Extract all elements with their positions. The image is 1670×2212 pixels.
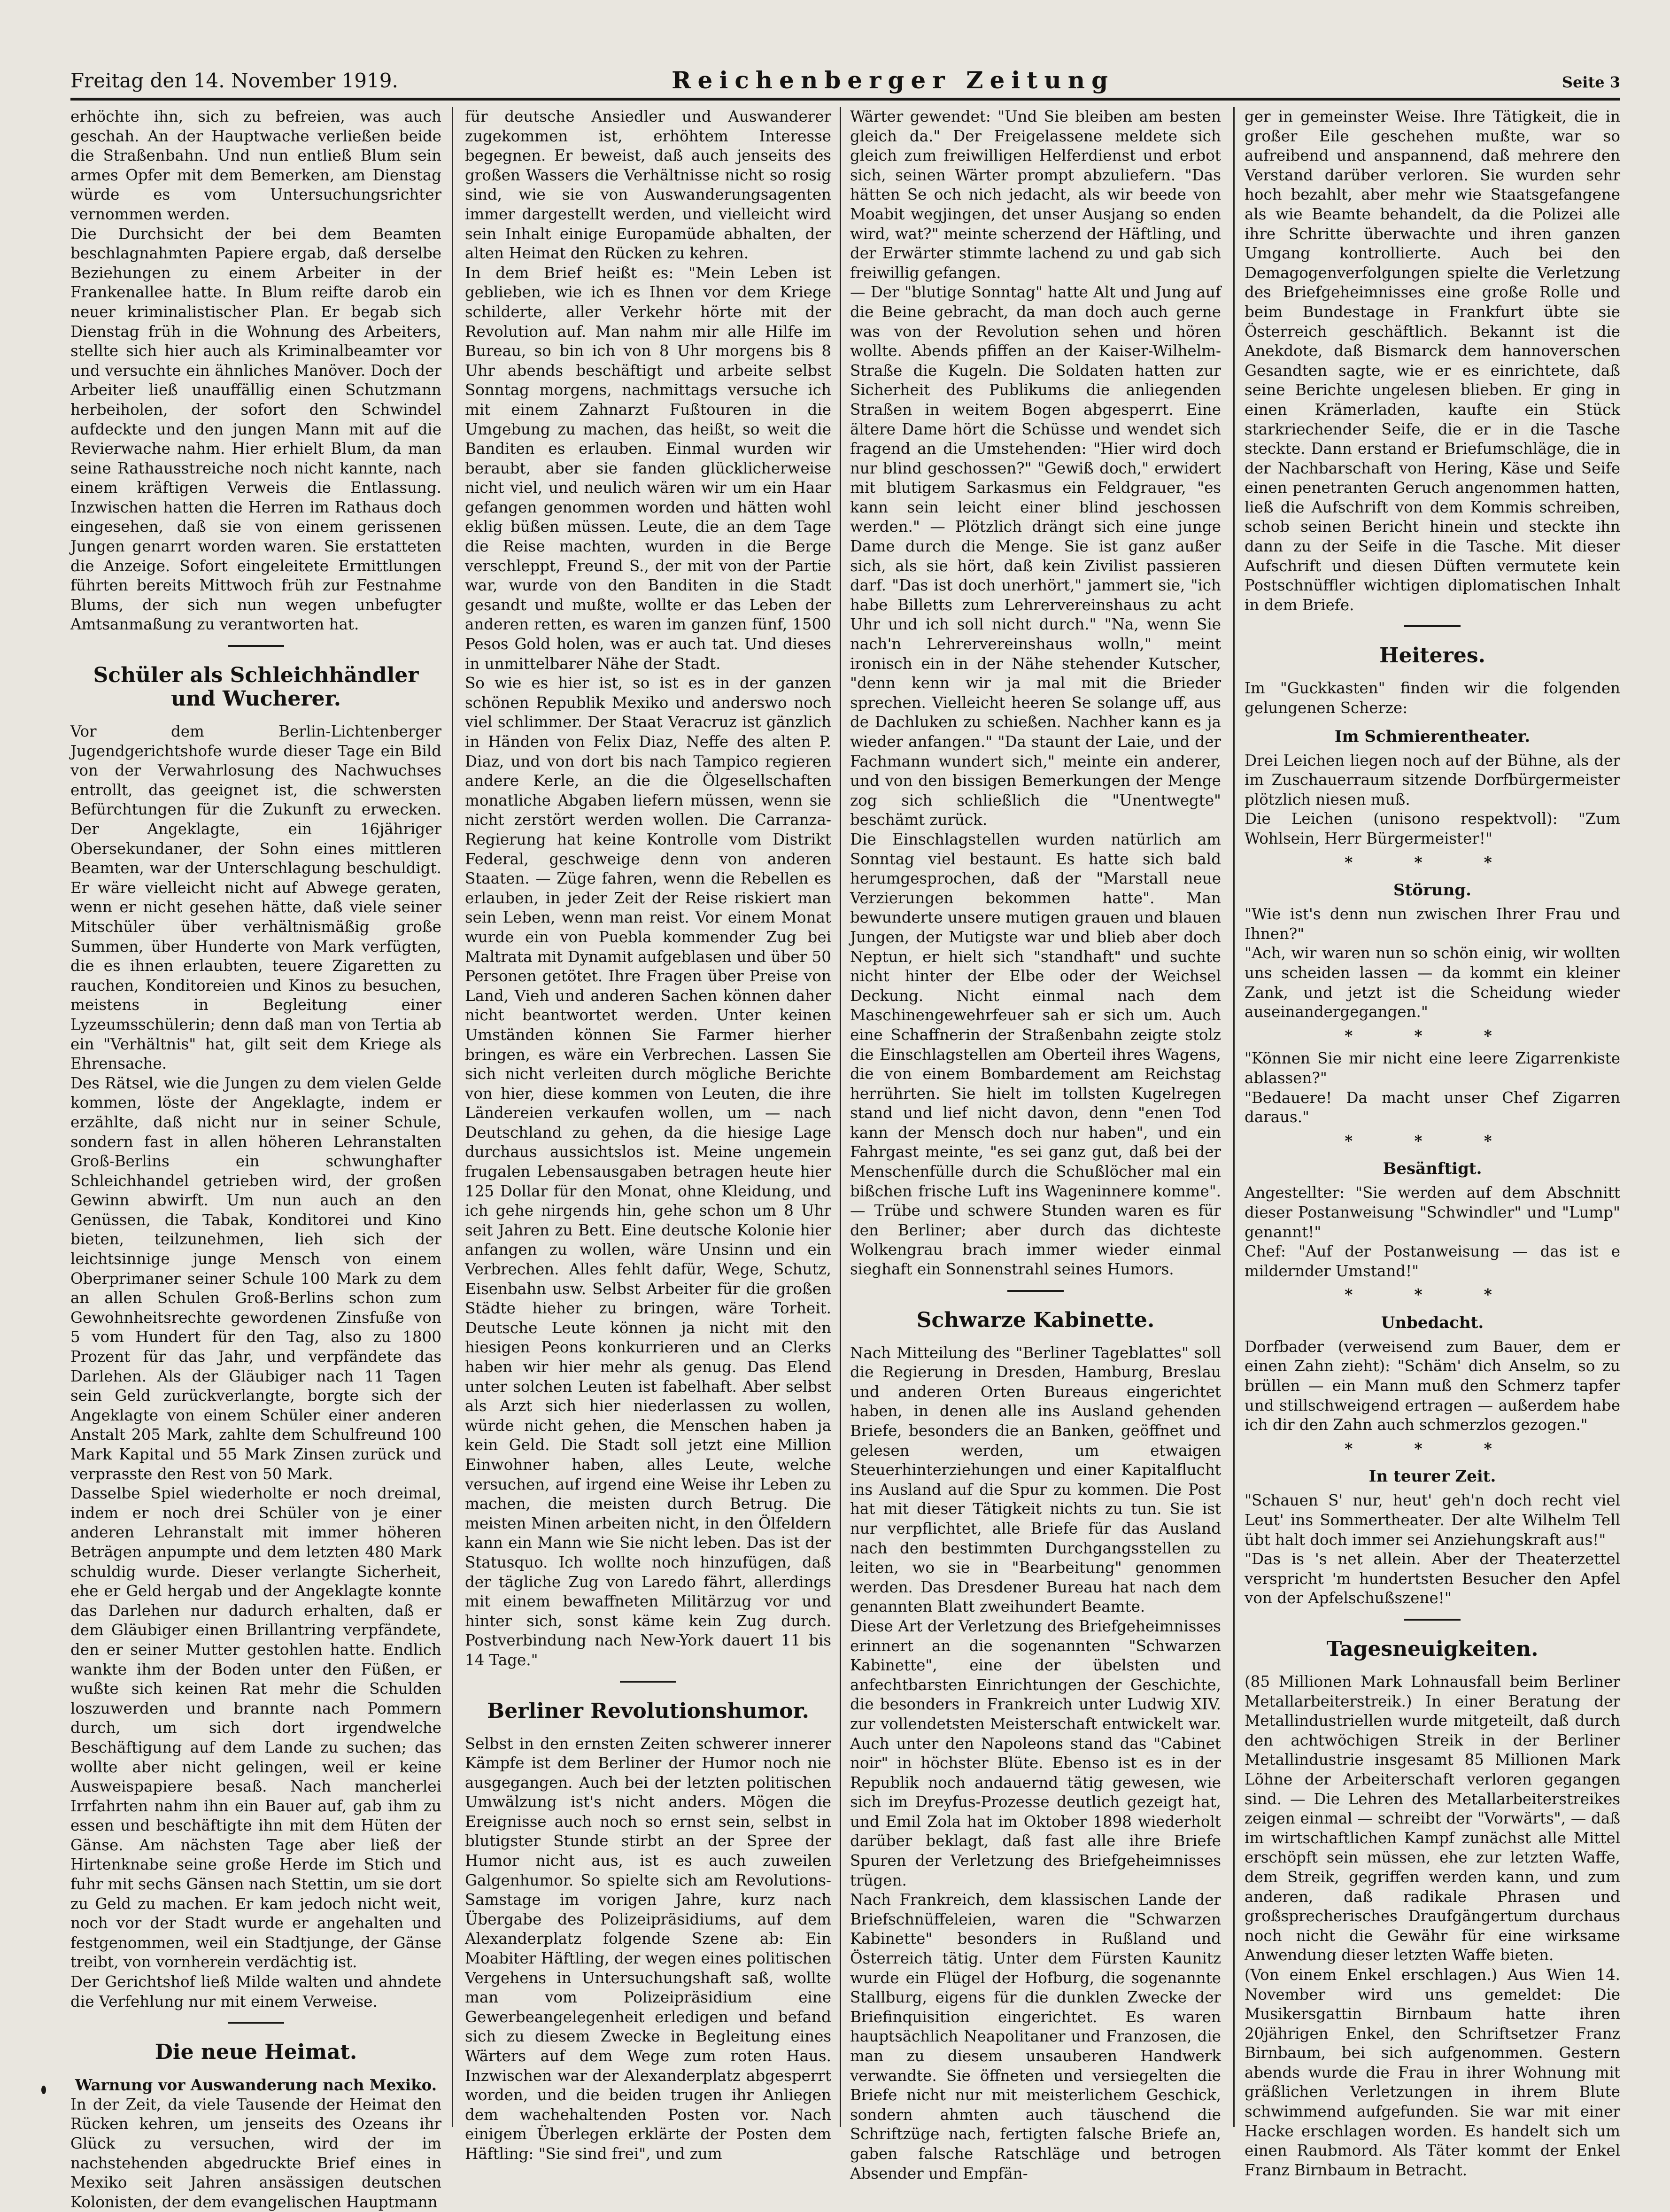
section-separator — [1007, 1290, 1064, 1292]
article-paragraph: So wie es hier ist, so ist es in der ganzen schönen Republik Mexiko und anderswo noch viel schlimmer. Der Staat Veracruz ist gänzlich in Händen von Felix Diaz, Neffe des alten P. Diaz, und von dort bis nach Tampico regieren andere Kerle, an die die Ölgesellschaften monatliche Abgaben liefern müssen, wenn sie nicht zerstört werden wollen. Die Carranza-Regierung hat keine Kontrolle vom Distrikt Federal, geschweige denn von anderen Staaten. — Züge fahren, wenn die Rebellen es erlauben, in jeder Zeit der Reise riskiert man sein Leben, wenn man reist. Vor einem Monat wurde ein von Puebla kommender Zug bei Maltrata mit Dynamit aufgeblasen und über 50 Personen getötet. Ihre Fragen über Preise von Land, Vieh und anderen Sachen können daher nicht beantwortet werden. Unter keinen Umständen können Sie Farmer hierher bringen, es wäre ein Verbrechen. Lassen Sie sich nicht verleiten durch mögliche Berichte von hier, diese kommen von Leuten, die ihre Ländereien verkaufen wollen, um — nach Deutschland zu gehen, da die hiesige Lage durchaus aussichtslos ist. Meine ungemein frugalen Lebensausgaben betragen heute hier 125 Dollar für den Monat, ohne Kleidung, und ich gehe nirgends hin, gehe schon um 8 Uhr seit Jahren zu Bett. Eine deutsche Kolonie hier anfangen zu wollen, wäre Unsinn und ein Verbrechen. Alles fehlt dafür, Wege, Schutz, Eisenbahn usw. Selbst Arbeiter für die großen Städte hieher zu bringen, wäre Torheit. Deutsche Leute können ja nicht mit den hiesigen Peons konkurrieren und an Clerks haben wir hier mehr als genug. Das Elend unter solchen Leuten ist fabelhaft. Aber selbst als Arzt sich hier niederlassen zu wollen, würde nicht gehen, die Menschen haben ja kein Geld. Die Stadt soll jetzt eine Million Einwohner haben, alles Leute, welche versuchen, auf irgend eine Weise ihr Leben zu machen, die meisten durch Betrug. Die meisten Minen arbeiten nicht, in den Ölfeldern kann ein Mann wie Sie nicht leben. Das ist der Statusquo. Ich wollte noch hinzufügen, daß der tägliche Zug von Laredo fährt, allerdings mit einem bewaffneten Militärzug vor und hinter sich, sonst käme kein Zug durch. Postverbindung nach New-York dauert 11 bis 14 Tage." — [465, 674, 831, 1669]
article-paragraph: (85 Millionen Mark Lohnausfall beim Berliner Metallarbeiterstreik.) In einer Beratung der Metallindustriellen wurde mitgeteilt, daß durch den achtwöchigen Streik in der Berliner Metallindustrie insgesamt 85 Millionen Mark Löhne der Arbeiterschaft verloren gegangen sind. — Die Lehren des Metallarbeiterstreikes zeigen einmal — schreibt der "Vorwärts", — daß im wirtschaftlichen Kampf zunächst alle Mittel erschöpft sein müssen, ehe zur letzten Waffe, dem Streik, gegriffen werden kann, und zum anderen, daß radikale Phrasen und großsprecherisches Draufgängertum durchaus noch nicht die Gewähr für eine wirksame Anwendung dieser letzten Waffe bieten. — [1245, 1673, 1620, 1964]
star-separator: * * * — [1345, 1026, 1520, 1045]
article-paragraph: Die Einschlagstellen wurden natürlich am Sonntag viel bestaunt. Es hatte sich bald herumgesprochen, daß der "Marstall neue Verzierungen bekommen hatte". Man bewunderte unsere mutigen grauen und blauen Jungen, der Mutigste war und blieb aber doch Neptun, er hielt sich "standhaft" und suchte nicht hinter der Elbe oder der Weichsel Deckung. Nicht einmal nach dem Maschinengewehrfeuer sah er sich um. Auch eine Schaffnerin der Straßenbahn zeigte stolz die Einschlagstellen am Oberteil ihres Wagens, die von einem Bombardement am Reichstag herrührten. Sie hielt im tollsten Kugelregen stand und lief nicht davon, denn "enen Tod kann der Mensch doch nur haben", und ein Fahrgast meinte, "es sei ganz gut, daß bei der Menschenfülle durch die Schußlöcher mal ein bißchen frische Luft ins Wageninnere komme". — Trübe und schwere Stunden waren es für den Berliner; aber durch das dichteste Wolkengrau brach immer wieder einmal sieghaft ein Sonnenstrahl seines Humors. — [850, 830, 1221, 1279]
star-separator: * * * — [1345, 853, 1520, 871]
article-paragraph: In der Zeit, da viele Tausende der Heimat den Rücken kehren, um jenseits des Ozeans ihr Glück zu versuchen, wird der im nachstehenden abgedruckte Brief eines in Mexiko seit Jahren ansässigen deutschen Kolonisten, der dem evangelischen Hauptmann — [70, 2095, 441, 2211]
column-divider — [452, 107, 453, 2127]
article-paragraph: "Können Sie mir nicht eine leere Zigarrenkiste ablassen?" — [1245, 1049, 1620, 1087]
section-separator — [228, 2022, 284, 2024]
column-3 — [850, 107, 1221, 2182]
article-paragraph: Der Gerichtshof ließ Milde walten und ahndete die Verfehlung nur mit einem Verweise. — [70, 1973, 441, 2010]
article-paragraph: für deutsche Ansiedler und Auswanderer zugekommen ist, erhöhtem Interesse begegnen. Er beweist, daß auch jenseits des großen Wassers die Verhältnisse nicht so rosig sind, wie sie von Auswanderungsagenten immer dargestellt werden, und vielleicht wird sein Inhalt einige Europamüde abhalten, der alten Heimat den Rücken zu kehren. — [465, 108, 831, 263]
joke-heading: Besänftigt. — [1383, 1159, 1482, 1179]
article-headline: Heiteres. — [1379, 644, 1485, 668]
article-paragraph: Chef: "Auf der Postanweisung — das ist e mildernder Umstand!" — [1245, 1242, 1620, 1280]
article-paragraph: Des Rätsel, wie die Jungen zu dem vielen Gelde kommen, löste der Angeklagte, indem er erzählte, daß nicht nur in seiner Schule, sondern fast in allen höheren Lehranstalten Groß-Berlins ein schwunghafter Schleichhandel getrieben wird, der großen Gewinn abwirft. Um nun auch an den Genüssen, die Tabak, Konditorei und Kino bieten, teilzunehmen, lieh sich der leichtsinnige junge Mensch von einem Oberprimaner seiner Schule 100 Mark zu dem an allen Schulen Groß-Berlins schon zum Gewohnheitsrechte gewordenen Zinsfuße von 5 vom Hundert für den Tag, also zu 1800 Prozent für das Jahr, und verpfändete das Darlehen. Als der Gläubiger nach 11 Tagen sein Geld zurückverlangte, borgte sich der Angeklagte von einem Schüler einer anderen Anstalt 205 Mark, zahlte dem Schulfreund 100 Mark Kapital und 55 Mark Zinsen zurück und verprasste den Rest von 50 Mark. — [70, 1074, 441, 1483]
article-headline: Berliner Revolutionshumor. — [487, 1699, 809, 1723]
header-rule — [70, 98, 1620, 101]
column-divider — [1233, 107, 1235, 2127]
section-separator — [1404, 1619, 1461, 1621]
article-paragraph: Im "Guckkasten" finden wir die folgenden gelungenen Scherze: — [1245, 679, 1620, 717]
star-separator: * * * — [1345, 1439, 1520, 1458]
article-paragraph: Selbst in den ernsten Zeiten schwerer innerer Kämpfe ist dem Berliner der Humor noch nie ausgegangen. Auch bei der letzten politischen Umwälzung ist's nicht anders. Mögen die Ereignisse auch noch so ernst sein, selbst in blutigster Stunde stirbt an der Spree der Humor nicht aus, ist es auch zuweilen Galgenhumor. So spielte sich am Revolutions-Samstage im vorigen Jahre, kurz nach Übergabe des Polizeipräsidiums, auf dem Alexanderplatz folgende Szene ab: Ein Moabiter Häftling, der wegen eines politischen Vergehens in Untersuchungshaft saß, wollte man vom Polizeipräsidium eine Gewerbeangelegenheit erledigen und befand sich zu diesem Zwecke in Begleitung eines Wärters auf dem Wege zum roten Haus. Inzwischen war der Alexanderplatz abgesperrt worden, und die beiden trugen ihr Anliegen dem wachehaltenden Posten vor. Nach einigem Überlegen erklärte der Posten dem Häftling: "Sie sind frei", und zum — [465, 1734, 831, 2163]
article-paragraph: Vor dem Berlin-Lichtenberger Jugendgerichtshofe wurde dieser Tage ein Bild von der Verwahrlosung des Nachwuchses entrollt, das geeignet ist, die schwersten Befürchtungen für die Zukunft zu erwecken. Der Angeklagte, ein 16jähriger Obersekundaner, der Sohn eines mittleren Beamten, war der Unterschlagung beschuldigt. Er wäre vielleicht nicht auf Abwege geraten, wenn er nicht gesehen hätte, daß viele seiner Mitschüler über verhältnismäßig große Summen, über Hunderte von Mark verfügten, die es ihnen erlaubten, teuere Zigaretten zu rauchen, Konditoreien und Kinos zu besuchen, meistens in Begleitung einer Lyzeumsschülerin; denn daß man von Tertia ab ein "Verhältnis" hat, gilt seit dem Kriege als Ehrensache. — [70, 722, 441, 1073]
section-separator — [228, 645, 284, 647]
article-paragraph: Diese Art der Verletzung des Briefgeheimnisses erinnert an die sogenannten "Schwarzen Kabinette", eine der übelsten und anfechtbarsten Einrichtungen der Geschichte, die besonders in Frankreich unter Ludwig XIV. zur vollendetsten Meisterschaft entwickelt war. Auch unter den Napoleons stand das "Cabinet noir" in höchster Blüte. Ebenso ist es in der Republik noch andauernd tätig gewesen, wie sich im Dreyfus-Prozesse deutlich gezeigt hat, und Emil Zola hat im Oktober 1898 wiederholt darüber beklagt, daß fast alle ihre Briefe Spuren der Verletzung des Briefgeheimnisses trügen. — [850, 1617, 1221, 1889]
article-paragraph: — Der "blutige Sonntag" hatte Alt und Jung auf die Beine gebracht, da man doch auch gerne was von der Revolution sehen und hören wollte. Abends pfiffen an der Kaiser-Wilhelm-Straße die Kugeln. Die Soldaten hatten zur Sicherheit des Publikums die anliegenden Straßen in weitem Bogen abgesperrt. Eine ältere Dame hört die Schüsse und wendet sich fragend an die Umstehenden: "Hier wird doch nur blind geschossen?" "Gewiß doch," erwidert mit blutigem Sarkasmus ein Feldgrauer, "es kann sein leicht einer blind jeschossen werden." — Plötzlich drängt sich eine junge Dame durch die Menge. Sie ist ganz außer sich, als sie hört, daß kein Zivilist passieren darf. "Das ist doch unerhört," jammert sie, "ich habe Billetts zum Lehrervereinshaus zu acht Uhr und ich soll nicht durch." "Na, wenn Sie nach'n Lehrervereinshaus wolln," meint ironisch ein in der Nähe stehender Kutscher, "denn kenn wir ja mal mit die Brieder sprechen. Vielleicht heeren Se solange uff, aus de Dachluken zu schießen. Nachher kann es ja wieder anfangen." "Da staunt der Laie, und der Fachmann wundert sich," meinte ein anderer, und von den bissigen Bemerkungen der Menge zog sich schließlich die "Unentwegte" beschämt zurück. — [850, 283, 1221, 829]
joke-heading: Im Schmierentheater. — [1334, 727, 1531, 746]
joke-heading: Störung. — [1393, 881, 1471, 900]
article-subtitle: Warnung vor Auswanderung nach Mexiko. — [75, 2076, 437, 2095]
article-paragraph: Die Durchsicht der bei dem Beamten beschlagnahmten Papiere ergab, daß derselbe Beziehungen zu einem Arbeiter in der Frankenallee hatte. In Blum reifte darob ein neuer kriminalistischer Plan. Er begab sich Dienstag früh in die Wohnung des Arbeiters, stellte sich hier auch als Kriminalbeamter vor und versuchte ein ähnliches Manöver. Doch der Arbeiter ließ unauffällig einen Schutzmann herbeiholen, der sofort den Schwindel aufdeckte und den jungen Mann mit auf die Revierwache nahm. Hier erhielt Blum, da man seine Rathausstreiche noch nicht kannte, nach einem kräftigen Verweis die Entlassung. Inzwischen hatten die Herren im Rathaus doch eingesehen, daß sie von einem gerissenen Jungen genarrt worden waren. Sie erstatteten die Anzeige. Sofort eingeleitete Ermittlungen führten bereits Mittwoch früh zur Festnahme Blums, der sich nun wegen unbefugter Amtsanmaßung zu verantworten hat. — [70, 225, 441, 634]
joke-heading: Unbedacht. — [1381, 1313, 1484, 1332]
article-paragraph: Nach Mitteilung des "Berliner Tageblattes" soll die Regierung in Dresden, Hamburg, Breslau und anderen Orten Bureaus eingerichtet haben, in denen alle ins Ausland gehenden Briefe, besonders die an Banken, geöffnet und gelesen werden, um etwaigen Steuerhinterziehungen und einer Kapitalflucht ins Ausland auf die Spur zu kommen. Die Post hat mit dieser Tätigkeit nichts zu tun. Sie ist nur verpflichtet, alle Briefe für das Ausland nach den bestimmten Durchgangsstellen zu leiten, wo sie in "Bearbeitung" genommen werden. Das Dresdener Bureau hat nach dem genannten Blatt zweihundert Beamte. — [850, 1343, 1221, 1616]
print-artifact — [41, 2086, 46, 2094]
column-4 — [1245, 107, 1620, 2179]
article-headline: Die neue Heimat. — [155, 2040, 357, 2065]
article-paragraph: ger in gemeinster Weise. Ihre Tätigkeit, die in großer Eile geschehen mußte, war so aufreibend und anspannend, daß mehrere den Verstand darüber verloren. Sie wurden sehr hoch bezahlt, aber mehr wie Staatsgefangene als wie Beamte behandelt, da die Polizei alle ihre Schritte überwachte und ihren ganzen Umgang kontrollierte. Auch bei den Demagogenverfolgungen spielte die Verletzung des Briefgeheimnisses eine große Rolle und beim Bundestage in Frankfurt übte sie Österreich geschäftlich. Bekannt ist die Anekdote, daß Bismarck dem hannoverschen Gesandten sagte, wie er es einrichtete, daß seine Berichte ungelesen blieben. Er ging in einen Krämerladen, kaufte ein Stück starkriechender Seife, die er in die Tasche steckte. Dann erstand er Briefumschläge, die in der Nachbarschaft von Hering, Käse und Seife einen penetranten Geruch angenommen hatten, ließ die Aufschrift von dem Kommis schreiben, schob seinen Bericht hinein und steckte ihn dann zu der Seife in die Tasche. Mit dieser Aufschrift und diesen Düften vermutete kein Postschnüffler wichtigen diplomatischen Inhalt in dem Briefe. — [1245, 108, 1620, 614]
article-paragraph: Drei Leichen liegen noch auf der Bühne, als der im Zuschauerraum sitzende Dorfbürgermeister plötzlich niesen muß. — [1245, 751, 1620, 808]
article-headline: Schwarze Kabinette. — [916, 1308, 1155, 1332]
star-separator: * * * — [1345, 1131, 1520, 1150]
column-2 — [465, 107, 831, 2163]
article-paragraph: Angestellter: "Sie werden auf dem Abschnitt dieser Postanweisung "Schwindler" und "Lump" genannt!" — [1245, 1184, 1620, 1241]
article-paragraph: "Schauen S' nur, heut' geh'n doch recht viel Leut' ins Sommertheater. Der alte Wilhelm Tell übt halt doch immer sei Anziehungskraft aus!" — [1245, 1491, 1620, 1549]
article-paragraph: "Das is 's net allein. Aber der Theaterzettel verspricht 'm hundertsten Besucher den Apfel von der Apfelschußszene!" — [1245, 1550, 1620, 1607]
star-separator: * * * — [1345, 1285, 1520, 1304]
article-paragraph: "Ach, wir waren nun so schön einig, wir wollten uns scheiden lassen — da kommt ein kleiner Zank, und jetzt ist die Scheidung wieder auseinandergegangen." — [1245, 944, 1620, 1021]
article-paragraph: "Bedauere! Da macht unser Chef Zigarren daraus." — [1245, 1088, 1620, 1126]
article-paragraph: erhöchte ihn, sich zu befreien, was auch geschah. An der Hauptwache verließen beide die Straßenbahn. Und nun entließ Blum sein armes Opfer mit dem Bemerken, am Dienstag würde es vom Untersuchungsrichter vernommen werden. — [70, 108, 441, 223]
article-paragraph: Dorfbader (verweisend zum Bauer, dem er einen Zahn zieht): "Schäm' dich Anselm, so zu brüllen — ein Mann muß den Schmerz tapfer und stillschweigend ertragen — außerdem habe ich dir den Zahn auch schmerzlos gezogen." — [1245, 1337, 1620, 1434]
article-paragraph: Wärter gewendet: "Und Sie bleiben am besten gleich da." Der Freigelassene meldete sich gleich zum freiwilligen Helferdienst und erbot sich, seinen Wärter prompt abzuliefern. "Das hätten Se och nich jedacht, als wir beede von Moabit wegjingen, det unser Ausjang so enden wird, wat?" meinte scherzend der Häftling, und der Erwärter stimmte lachend zu und gab sich freiwillig gefangen. — [850, 108, 1221, 282]
article-paragraph: Die Leichen (unisono respektvoll): "Zum Wohlsein, Herr Bürgermeister!" — [1245, 810, 1620, 847]
column-divider — [840, 107, 841, 2127]
section-separator — [620, 1681, 676, 1683]
article-headline: Tagesneuigkeiten. — [1326, 1637, 1539, 1661]
article-paragraph: In dem Brief heißt es: "Mein Leben ist geblieben, wie ich es Ihnen vor dem Kriege schilderte, aller Verkehr hörte mit der Revolution auf. Man nahm mir alle Hilfe im Bureau, so bin ich von 8 Uhr morgens bis 8 Uhr abends beschäftigt und arbeite selbst Sonntag morgens, nachmittags versuche ich mit einem Zahnarzt Fußtouren in die Umgebung zu machen, das heißt, so weit die Banditen es erlauben. Einmal wurden wir beraubt, aber sie fanden glücklicherweise nicht viel, und neulich wären wir um ein Haar gefangen genommen worden und hätten wohl eklig büßen müssen. Leute, die an dem Tage die Reise machten, wurden in die Berge verschleppt, Freund S., der mit von der Partie war, wurde von den Banditen in die Stadt gesandt und mußte, wollte er das Leben der anderen retten, es waren im ganzen fünf, 1500 Pesos Gold holen, was er auch tat. Und dieses in unmittelbarer Nähe der Stadt. — [465, 264, 831, 673]
article-paragraph: Dasselbe Spiel wiederholte er noch dreimal, indem er noch drei Schüler von je einer anderen Lehranstalt mit immer höheren Beträgen anpumpte und dem letzten 480 Mark schuldig wurde. Dieser verlangte Sicherheit, ehe er Geld hergab und der Angeklagte konnte das Darlehen nur dadurch erhalten, daß er dem Gläubiger einen Brillantring verpfändete, den er seiner Mutter gestohlen hatte. Endlich wankte ihm der Boden unter den Füßen, er wußte sich keinen Rat mehr die Schulden loszuwerden und brannte nach Pommern durch, um sich dort irgendwelche Beschäftigung auf dem Lande zu suchen; das wollte aber nicht gelingen, weil er keine Ausweispapiere besaß. Nach mancherlei Irrfahrten nahm ihn ein Bauer auf, gab ihm zu essen und beschäftigte ihn mit dem Hüten der Gänse. Am nächsten Tage aber ließ der Hirtenknabe seine große Herde im Stich und fuhr mit sechs Gänsen nach Stettin, um sie dort zu Geld zu machen. Er kam jedoch nicht weit, noch vor der Stadt wurde er angehalten und festgenommen, weil ein Stadtjunge, der Gänse treibt, von vornherein verdächtig ist. — [70, 1484, 441, 1971]
page-header — [70, 62, 1620, 95]
column-1 — [70, 107, 441, 2211]
article-paragraph: Nach Frankreich, dem klassischen Lande der Briefschnüffeleien, waren die "Schwarzen Kabinette" besonders in Rußland und Österreich tätig. Unter dem Fürsten Kaunitz wurde ein Flügel der Hofburg, die sogenannte Stallburg, eigens für die dunklen Zwecke der Briefinquisition eingerichtet. Es waren hauptsächlich Neapolitaner und Franzosen, die man zu diesem unsauberen Handwerk verwandte. Sie öffneten und versiegelten die Briefe nicht nur mit meisterlichem Geschick, sondern ahmten auch täuschend die Schriftzüge nach, fertigten falsche Briefe an, gaben falsche Ratschläge und betrogen Absender und Empfän- — [850, 1891, 1221, 2182]
article-headline: Schüler als Schleichhändler und Wucherer. — [93, 663, 419, 711]
newspaper-title: Reichenberger Zeitung — [672, 66, 1115, 94]
page-number: Seite 3 — [1562, 73, 1620, 91]
article-paragraph: (Von einem Enkel erschlagen.) Aus Wien 14. November wird uns gemeldet: Die Musikersgattin Birnbaum hatte ihren 20jährigen Enkel, den Schriftsetzer Franz Birnbaum, bei sich aufgenommen. Gestern abends wurde die Frau in ihrer Wohnung mit gräßlichen Verletzungen in ihrem Blute schwimmend aufgefunden. Sie war mit einer Hacke erschlagen worden. Es handelt sich um einen Raubmord. Als Täter kommt der Enkel Franz Birnbaum in Betracht. — [1245, 1965, 1620, 2179]
joke-heading: In teurer Zeit. — [1368, 1467, 1496, 1486]
section-separator — [1404, 625, 1461, 627]
article-paragraph: "Wie ist's denn nun zwischen Ihrer Frau und Ihnen?" — [1245, 905, 1620, 943]
header-date: Freitag den 14. November 1919. — [70, 69, 398, 92]
